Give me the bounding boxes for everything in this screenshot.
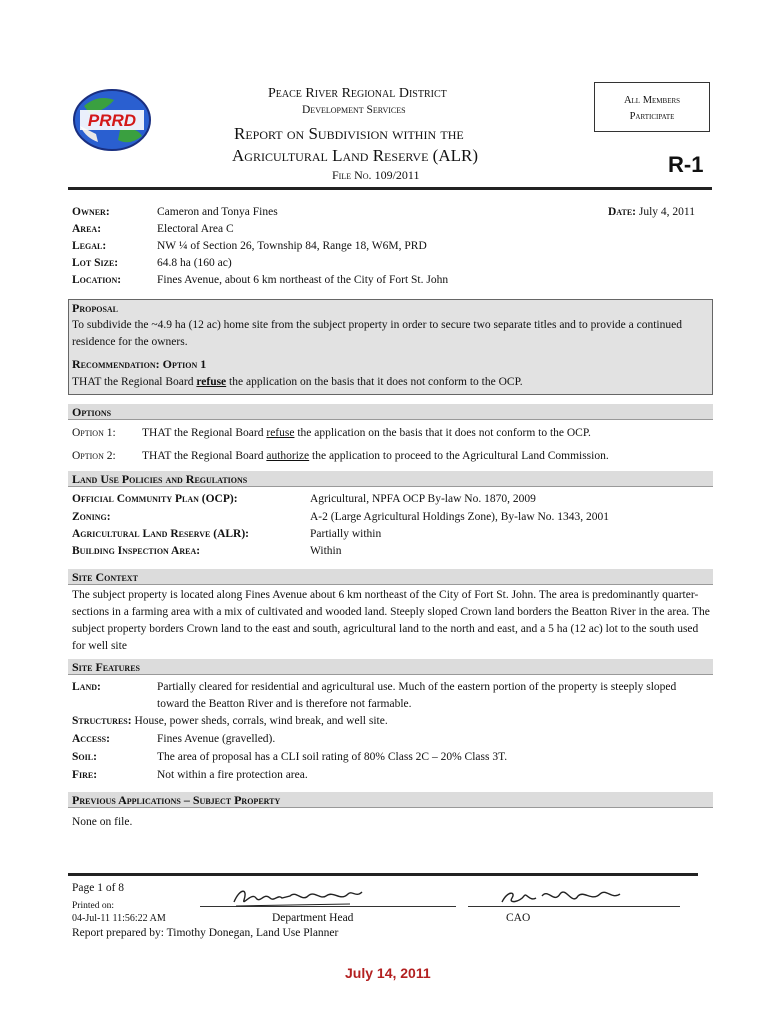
recommendation-heading: Recommendation: Option 1 xyxy=(72,357,207,371)
previous-heading: Previous Applications – Subject Property xyxy=(68,792,713,808)
bia-label: Building Inspection Area: xyxy=(72,545,201,557)
footer-rule xyxy=(68,873,698,876)
rec-pre: THAT the Regional Board xyxy=(72,376,197,388)
prrd-logo xyxy=(70,86,154,154)
ocp-value: Agricultural, NPFA OCP By-law No. 1870, 2009 xyxy=(310,493,536,505)
legal-label: Legal: xyxy=(72,240,107,252)
options-heading: Options xyxy=(68,404,713,420)
printed-timestamp: 04-Jul-11 11:56:22 AM xyxy=(72,913,166,924)
title-line2: Agricultural Land Reserve (ALR) xyxy=(232,146,479,165)
members-box xyxy=(594,82,710,132)
members-line1: All Members xyxy=(623,95,681,106)
lot-size-value: 64.8 ha (160 ac) xyxy=(157,257,232,269)
structures-value: House, power sheds, corrals, wind break, and well site. xyxy=(134,715,388,727)
bia-value: Within xyxy=(310,545,342,557)
proposal-text: To subdivide the ~4.9 ha (12 ac) home site from the subject property in order to secure two separate titles and to provide a continued residence for the owners. xyxy=(72,319,682,348)
rec-word: refuse xyxy=(196,376,227,388)
rec-post: the application on the basis that it does not conform to the OCP. xyxy=(226,376,523,388)
prepared-by: Report prepared by: Timothy Donegan, Land Use Planner xyxy=(72,927,339,939)
fire-label: Fire: xyxy=(72,769,98,781)
option-1-pre: THAT the Regional Board xyxy=(142,427,267,439)
area-label: Area: xyxy=(72,223,102,235)
structures-row xyxy=(72,713,388,730)
dept-head-signature xyxy=(230,884,370,913)
file-number xyxy=(332,168,419,183)
site-context-text: The subject property is located along Fines Avenue about 6 km northeast of the City of Fort St. John. The area is predominantly quarter-sections in a farming area with a mix of cultivated and wooded land. Steeply sloped Crown land borders the Beatton River in the area. The subject property borders Crown land to the east and south, agricultural land to the north and east, and a 5 ha (12 ac) lot to the south used for well site xyxy=(72,589,710,652)
location-label: Location: xyxy=(72,274,122,286)
access-value: Fines Avenue (gravelled). xyxy=(157,733,276,745)
option-1 xyxy=(72,425,712,442)
soil-value: The area of proposal has a CLI soil rating of 80% Class 2C – 20% Class 3T. xyxy=(157,751,508,763)
cao-signature xyxy=(496,884,626,913)
date-label: Date: xyxy=(608,206,636,218)
alr-label: Agricultural Land Reserve (ALR): xyxy=(72,528,250,540)
received-date-stamp: July 14, 2011 xyxy=(345,965,431,981)
access-label: Access: xyxy=(72,733,110,745)
zoning-value: A-2 (Large Agricultural Holdings Zone), By-law No. 1343, 2001 xyxy=(310,511,610,523)
members-line2: Participate xyxy=(629,111,675,122)
date-row xyxy=(608,204,695,221)
dept-head-label: Department Head xyxy=(272,912,354,924)
zoning-label: Zoning: xyxy=(72,511,111,523)
land-label: Land: xyxy=(72,681,101,693)
logo-text: PRRD xyxy=(87,111,137,130)
recommendation-text xyxy=(72,374,712,391)
proposal-heading: Proposal xyxy=(72,301,119,315)
option-2-label: Option 2: xyxy=(72,450,116,462)
structures-label: Structures: xyxy=(72,715,132,727)
ocp-label: Official Community Plan (OCP): xyxy=(72,493,238,505)
owner-label: Owner: xyxy=(72,206,110,218)
printed-label: Printed on: xyxy=(72,901,114,911)
file-value: 109/2011 xyxy=(374,168,420,182)
fire-value: Not within a fire protection area. xyxy=(157,769,308,781)
dept-name: Development Services xyxy=(302,104,406,116)
lot-size-label: Lot Size: xyxy=(72,257,119,269)
option-2 xyxy=(72,448,712,465)
file-label: File No. xyxy=(332,168,372,182)
previous-text: None on file. xyxy=(72,816,133,828)
option-2-pre: THAT the Regional Board xyxy=(142,450,267,462)
area-value: Electoral Area C xyxy=(157,223,234,235)
land-value: Partially cleared for residential and agricultural use. Much of the eastern portion of the property is steeply sloped toward the Beatton River and is therefore not farmable. xyxy=(157,681,677,710)
option-1-word: refuse xyxy=(266,427,295,439)
land-use-heading: Land Use Policies and Regulations xyxy=(68,471,713,487)
report-code: R-1 xyxy=(668,152,704,177)
page-number: Page 1 of 8 xyxy=(72,882,125,894)
site-context-heading: Site Context xyxy=(68,569,713,585)
location-value: Fines Avenue, about 6 km northeast of the City of Fort St. John xyxy=(157,274,449,286)
site-features-heading: Site Features xyxy=(68,659,713,675)
title-line1: Report on Subdivision within the xyxy=(234,124,464,143)
option-1-post: the application on the basis that it does not conform to the OCP. xyxy=(294,427,591,439)
header-rule xyxy=(68,187,712,190)
legal-value: NW ¼ of Section 26, Township 84, Range 18, W6M, PRD xyxy=(157,240,427,252)
date-value: July 4, 2011 xyxy=(638,206,695,218)
option-1-label: Option 1: xyxy=(72,427,116,439)
alr-value: Partially within xyxy=(310,528,382,540)
option-2-post: the application to proceed to the Agricultural Land Commission. xyxy=(309,450,609,462)
cao-label: CAO xyxy=(506,912,531,924)
owner-value: Cameron and Tonya Fines xyxy=(157,206,278,218)
org-name: Peace River Regional District xyxy=(268,86,447,101)
soil-label: Soil: xyxy=(72,751,97,763)
option-2-word: authorize xyxy=(266,450,310,462)
